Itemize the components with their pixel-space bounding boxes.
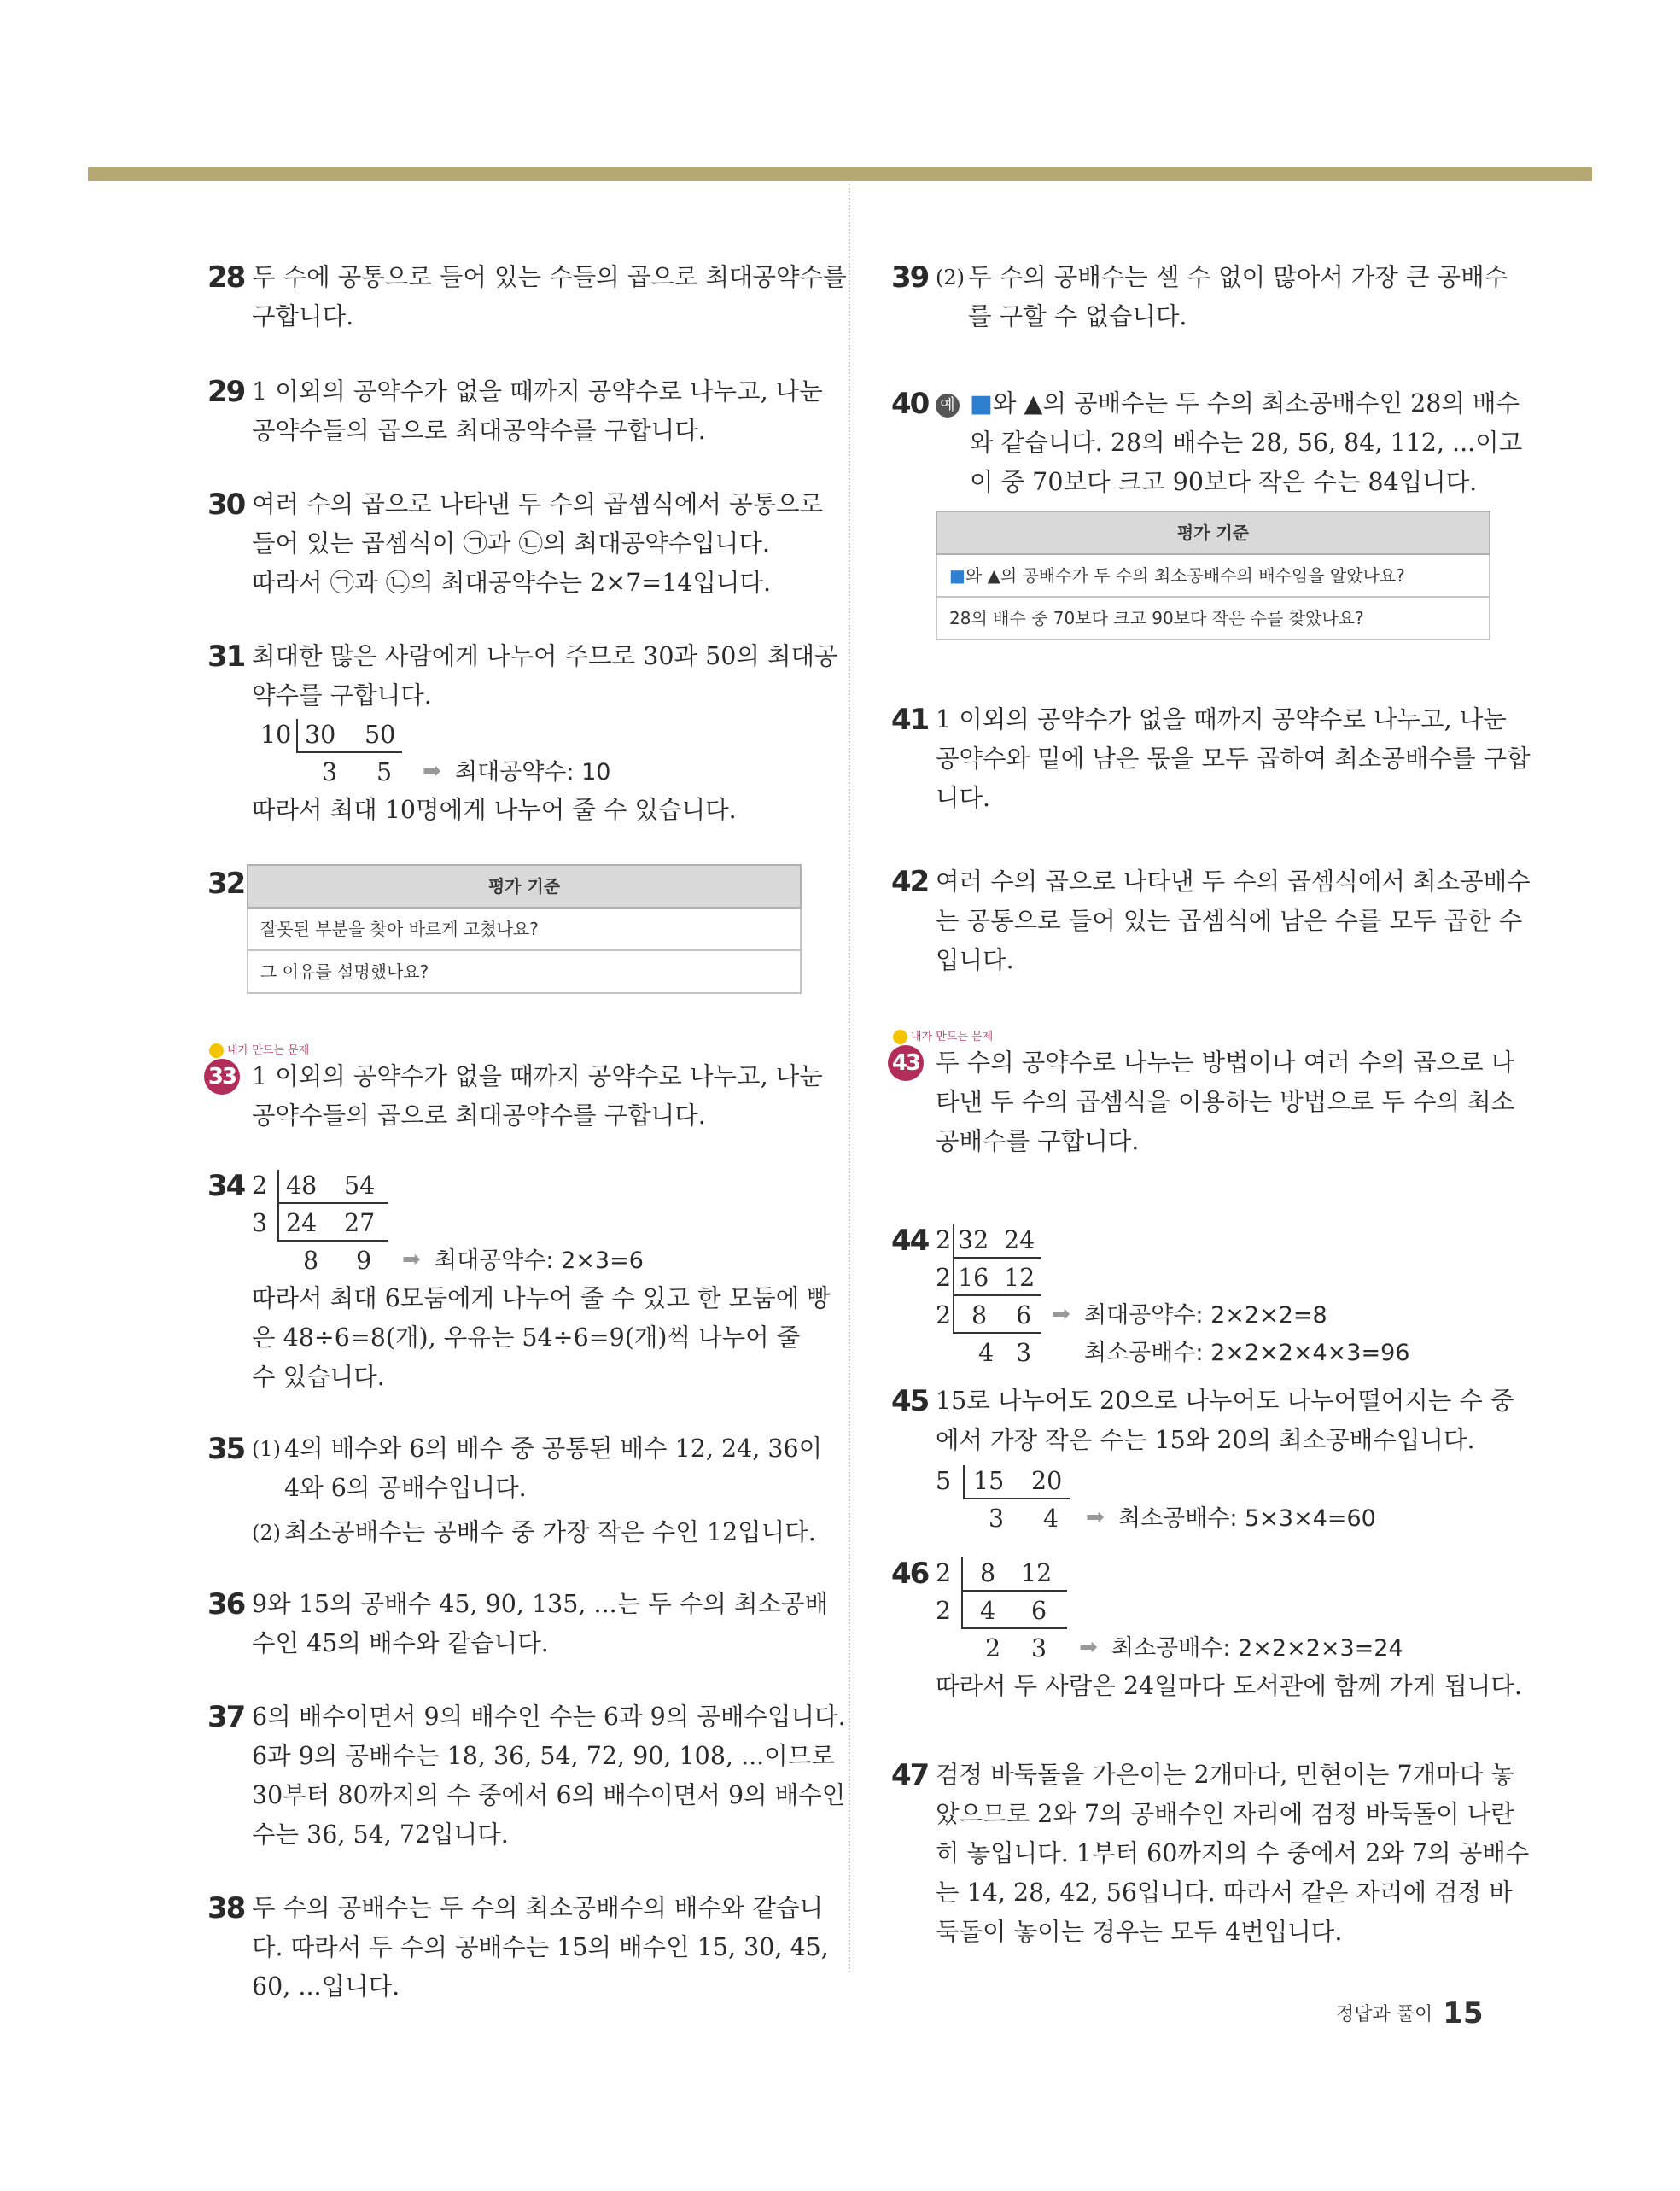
text-line: 에서 가장 작은 수는 15와 20의 최소공배수입니다. — [936, 1426, 1475, 1454]
text-line: 60, ...입니다. — [252, 1972, 400, 2001]
criteria-header: 평가 기준 — [936, 511, 1490, 554]
text-line: 타낸 두 수의 곱셈식을 이용하는 방법으로 두 수의 최소 — [936, 1088, 1515, 1116]
problem-number: 46 — [891, 1557, 929, 1591]
problem-39: 39 (2) 두 수의 공배수는 셀 수 없이 많아서 가장 큰 공배수 를 구할 수 없습니다. — [891, 258, 1566, 336]
text-line: 1 이외의 공약수가 없을 때까지 공약수로 나누고, 나눈 — [252, 377, 823, 406]
text-line: 공약수들의 곱으로 최대공약수를 구합니다. — [252, 1101, 706, 1130]
problem-40 — [891, 384, 1566, 640]
problem-number-badge: 43 — [888, 1045, 924, 1081]
problem-38 — [207, 1889, 882, 2007]
smile-icon — [893, 1030, 907, 1044]
text-line: 30부터 80까지의 수 중에서 6의 배수이면서 9의 배수인 — [252, 1781, 846, 1809]
problem-35: 35 (1) 4의 배수와 6의 배수 중 공통된 배수 12, 24, 36이 4와 6의 공배수입니다. (2) 최소공배수는 공배수 중 가장 작은 수인 12입니다. — [207, 1429, 882, 1552]
arrow-icon: ➡ — [1052, 1301, 1070, 1327]
criteria-header: 평가 기준 — [248, 865, 801, 908]
text-line: 은 48÷6=8(개), 우유는 54÷6=9(개)씩 나누어 줄 — [252, 1323, 801, 1352]
text-line: 와 같습니다. 28의 배수는 28, 56, 84, 112, ...이고 — [970, 429, 1523, 457]
problem-number-badge: 33 — [204, 1059, 240, 1095]
text-line: 여러 수의 곱으로 나타낸 두 수의 곱셈식에서 공통으로 — [252, 490, 824, 518]
text-line: 이 중 70보다 크고 90보다 작은 수는 84입니다. — [970, 468, 1478, 496]
text-line: 공배수를 구합니다. — [936, 1127, 1140, 1155]
my-problem-label: 내가 만드는 문제 — [209, 1031, 309, 1071]
problem-45 — [891, 1382, 1566, 1537]
problem-46 — [891, 1554, 1566, 1706]
text-line: 1 이외의 공약수가 없을 때까지 공약수로 나누고, 나눈 — [252, 1062, 823, 1090]
text-line: 입니다. — [936, 946, 1014, 974]
problem-34 — [207, 1166, 882, 1397]
dividend-a: 30 — [305, 721, 336, 749]
problem-number: 34 — [207, 1169, 245, 1203]
text-line: 여러 수의 곱으로 나타낸 두 수의 곱셈식에서 최소공배수 — [936, 868, 1531, 896]
text-line: 따라서 최대 10명에게 나누어 줄 수 있습니다. — [252, 796, 737, 824]
text-line: 는 공통으로 들어 있는 곱셈식에 남은 수를 모두 곱한 수 — [936, 907, 1523, 935]
problem-42 — [891, 862, 1566, 980]
smile-icon — [209, 1043, 224, 1058]
problem-number: 44 — [891, 1224, 929, 1258]
quotient-b: 5 — [376, 758, 393, 786]
dividend-b: 50 — [365, 721, 396, 749]
problem-number: 32 — [207, 867, 245, 901]
text-line: 따라서 최대 6모둠에게 나누어 줄 수 있고 한 모둠에 빵 — [252, 1284, 831, 1312]
text-line: 6의 배수이면서 9의 배수인 수는 6과 9의 공배수입니다. — [252, 1703, 846, 1731]
square-icon: ■ — [949, 565, 965, 586]
problem-32 — [207, 864, 882, 994]
text-line: 다. 따라서 두 수의 공배수는 15의 배수인 15, 30, 45, — [252, 1933, 829, 1961]
problem-37 — [207, 1697, 882, 1855]
text-line: 예 ■와 ▲의 공배수는 두 수의 최소공배수인 28의 배수 — [936, 384, 1566, 424]
text-line: 수인 45의 배수와 같습니다. — [252, 1629, 549, 1657]
text-line: 를 구할 수 없습니다. — [968, 302, 1187, 330]
text-line: 약수를 구합니다. — [252, 681, 432, 710]
problem-47 — [891, 1756, 1566, 1952]
text-line: 들어 있는 곱셈식이 ㉠과 ㉡의 최대공약수입니다. — [252, 529, 770, 558]
page-footer — [1336, 1996, 1484, 2030]
result-text: 최대공약수: 2×3=6 — [435, 1247, 644, 1274]
problem-29 — [207, 372, 882, 451]
problem-44 — [891, 1221, 1566, 1375]
text-line: 9와 15의 공배수 45, 90, 135, ...는 두 수의 최소공배 — [252, 1590, 829, 1618]
problem-number: 31 — [207, 640, 245, 674]
text-line: 두 수의 공약수로 나누는 방법이나 여러 수의 곱으로 나 — [936, 1049, 1515, 1077]
problem-number: 40 — [891, 387, 929, 421]
left-column — [207, 258, 882, 2007]
text-line: 수는 36, 54, 72입니다. — [252, 1820, 509, 1849]
text-line: 수 있습니다. — [252, 1363, 385, 1391]
problem-28 — [207, 258, 882, 336]
text-line: 았으므로 2와 7의 공배수인 자리에 검정 바둑돌이 나란 — [936, 1800, 1514, 1828]
text-line: 히 놓입니다. 1부터 60까지의 수 중에서 2와 7의 공배수 — [936, 1839, 1530, 1867]
problem-number: 37 — [207, 1700, 245, 1734]
footer-label: 정답과 풀이 — [1336, 2004, 1433, 2025]
result-text: 최대공약수: 10 — [455, 759, 611, 786]
criteria-row: 그 이유를 설명했나요? — [248, 950, 801, 993]
arrow-icon: ➡ — [1086, 1504, 1105, 1530]
right-column — [891, 258, 1566, 1952]
text-line: 최대한 많은 사람에게 나누어 주므로 30과 50의 최대공 — [252, 642, 838, 670]
problem-30 — [207, 485, 882, 603]
problem-number: 35 — [207, 1432, 245, 1466]
division-ladder — [252, 716, 882, 791]
my-problem-label: 내가 만드는 문제 — [893, 1018, 993, 1057]
text-line: 따라서 ㉠과 ㉡의 최대공약수는 2×7=14입니다. — [252, 569, 772, 597]
text-line: 4의 배수와 6의 배수 중 공통된 배수 12, 24, 36이 — [284, 1434, 823, 1463]
quotient-a: 3 — [322, 758, 338, 786]
problem-number: 36 — [207, 1587, 245, 1621]
division-ladder: 2 8 12 2 4 6 2 3 ➡ 최소공배수: 2×2×2×3=24 — [936, 1554, 1566, 1667]
example-icon: 예 — [936, 394, 960, 418]
text-line: 4와 6의 공배수입니다. — [284, 1474, 527, 1502]
problem-43 — [891, 1031, 1566, 1161]
criteria-table — [936, 511, 1490, 640]
problem-number: 47 — [891, 1758, 929, 1792]
arrow-icon: ➡ — [423, 758, 441, 784]
problem-36 — [207, 1585, 882, 1663]
arrow-icon: ➡ — [402, 1247, 421, 1272]
text-line: 6과 9의 공배수는 18, 36, 54, 72, 90, 108, ...이므로 — [252, 1742, 835, 1770]
text-line: 15로 나누어도 20으로 나누어도 나누어떨어지는 수 중 — [936, 1387, 1514, 1415]
criteria-row: 잘못된 부분을 찾아 바르게 고쳤나요? — [248, 908, 801, 950]
text-line: 니다. — [936, 784, 991, 812]
square-icon: ■ — [970, 389, 993, 418]
text-line: 최소공배수는 공배수 중 가장 작은 수인 12입니다. — [284, 1518, 816, 1546]
text-line: 검정 바둑돌을 가은이는 2개마다, 민현이는 7개마다 놓 — [936, 1761, 1514, 1789]
problem-31 — [207, 637, 882, 830]
problem-number: 38 — [207, 1891, 245, 1925]
text-line: 1 이외의 공약수가 없을 때까지 공약수로 나누고, 나눈 — [936, 705, 1507, 733]
criteria-row: 28의 배수 중 70보다 크고 90보다 작은 수를 찾았나요? — [936, 597, 1490, 640]
header-bar — [88, 167, 1592, 181]
division-ladder: 2 32 24 2 16 12 2 8 6 ➡ 최대공약수: 2×2×2=8 4 3 최소공배수: 2×2×2×4×3=96 — [936, 1226, 1410, 1367]
problem-number: 42 — [891, 865, 929, 899]
text-line: 둑돌이 놓이는 경우는 모두 4번입니다. — [936, 1918, 1343, 1946]
problem-number: 41 — [891, 703, 929, 737]
divisor: 10 — [260, 721, 292, 749]
problem-number: 45 — [891, 1384, 929, 1418]
text-line: 두 수에 공통으로 들어 있는 수들의 곱으로 최대공약수를 — [252, 263, 847, 291]
problem-number: 29 — [207, 375, 245, 409]
text-line: 구합니다. — [252, 302, 354, 330]
text-line: 두 수의 공배수는 셀 수 없이 많아서 가장 큰 공배수 — [968, 263, 1508, 291]
division-ladder: 2 48 54 3 24 27 8 9 ➡ 최대공약수: 2×3=6 — [252, 1166, 882, 1279]
problem-41 — [891, 700, 1566, 818]
division-ladder: 5 15 20 3 4 ➡ 최소공배수: 5×3×4=60 — [936, 1462, 1566, 1537]
problem-33 — [207, 1044, 882, 1136]
text-line: 두 수의 공배수는 두 수의 최소공배수의 배수와 같습니 — [252, 1894, 824, 1922]
criteria-row: ■와 ▲의 공배수가 두 수의 최소공배수의 배수임을 알았나요? — [936, 554, 1490, 597]
problem-number: 28 — [207, 260, 245, 295]
text-line: 는 14, 28, 42, 56입니다. 따라서 같은 자리에 검정 바 — [936, 1878, 1513, 1907]
page-number: 15 — [1443, 1996, 1484, 2030]
text-line: 공약수와 밑에 남은 몫을 모두 곱하여 최소공배수를 구합 — [936, 745, 1531, 773]
criteria-table — [247, 864, 802, 994]
arrow-icon: ➡ — [1079, 1634, 1098, 1660]
problem-number: 39 — [891, 260, 929, 295]
text-line: 따라서 두 사람은 24일마다 도서관에 함께 가게 됩니다. — [936, 1672, 1522, 1700]
text-line: 공약수들의 곱으로 최대공약수를 구합니다. — [252, 417, 706, 445]
problem-number: 30 — [207, 488, 245, 522]
